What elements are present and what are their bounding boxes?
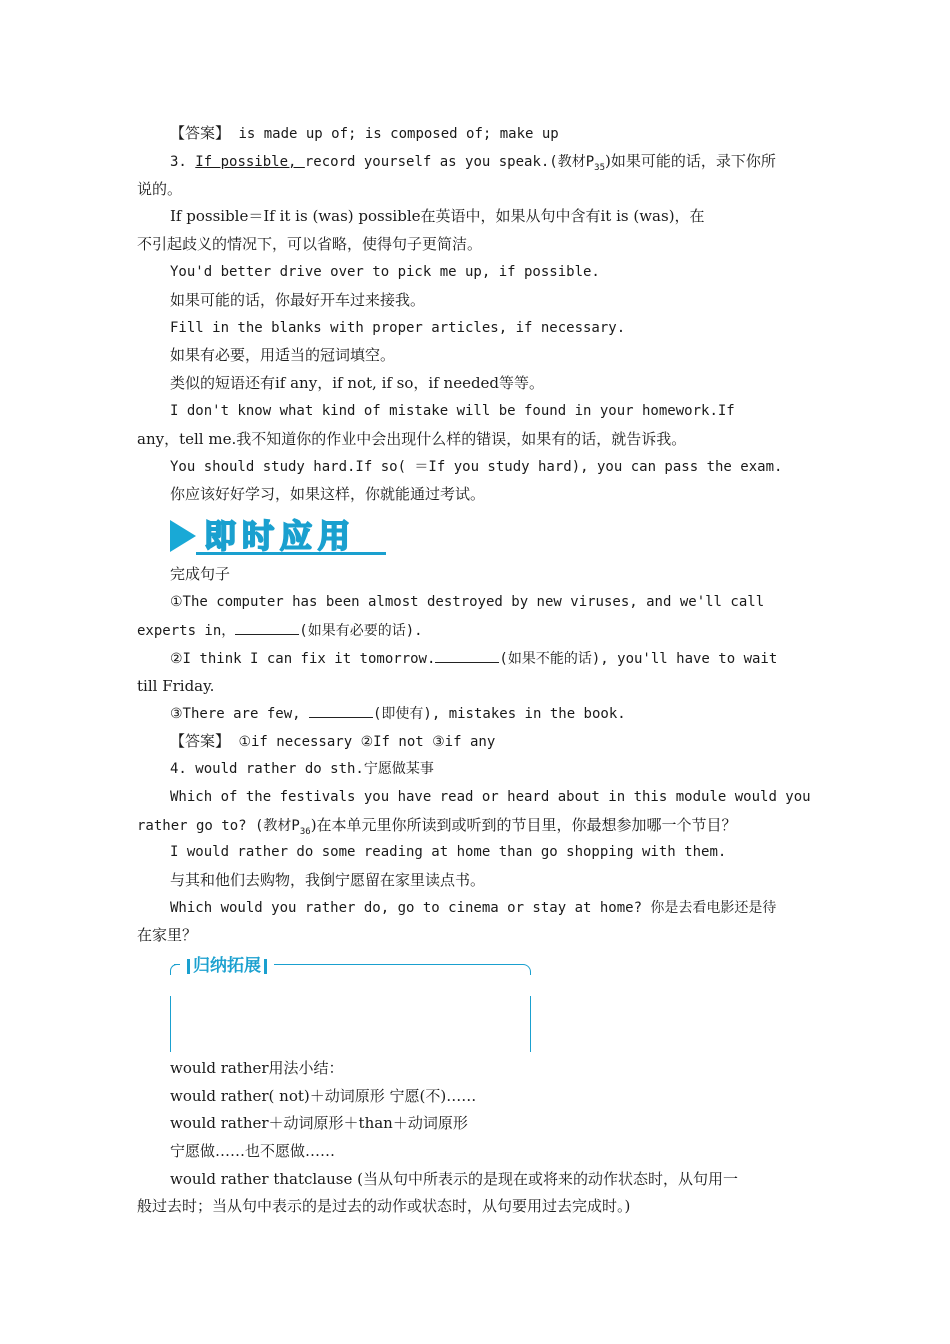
question-2-hint: (如果不能的话), you'll have to wait: [499, 651, 778, 667]
item-4-example-1-en: I would rather do some reading at home than go shopping with them.: [170, 844, 727, 860]
usage-rule-3-line-2: 般过去时；当从句中表示的是过去的动作或状态时，从句要用过去完成时。): [137, 1197, 631, 1215]
usage-rule-2-meaning: 宁愿做……也不愿做……: [170, 1142, 336, 1160]
item-4-question-line-1: Which of the festivals you have read or heard about in this module would you: [170, 789, 811, 805]
question-1-hint: (如果有必要的话).: [299, 623, 423, 639]
bar-icon: [187, 959, 190, 974]
summary-box: [170, 956, 532, 1052]
example-3-en: I don't know what kind of mistake will be found in your homework.If: [170, 403, 735, 419]
item-4-heading: 4. would rather do sth.宁愿做某事: [170, 761, 434, 777]
question-1-prefix: experts in，: [137, 623, 236, 639]
item-4-example-1-cn: 与其和他们去购物，我倒宁愿留在家里读点书。: [170, 871, 486, 889]
answer-blank-2[interactable]: [435, 648, 499, 663]
practice-banner: [170, 516, 386, 556]
question-2-line-1: [170, 648, 777, 669]
page-ref: 36: [299, 826, 311, 837]
question-1-line-1: ①The computer has been almost destroyed by new viruses, and we'll call: [170, 594, 765, 610]
box-right-border: [530, 996, 531, 1052]
item-4-example-2-line-1: Which would you rather do, go to cinema or stay at home? 你是去看电影还是待: [170, 900, 777, 916]
example-3-cont: any，tell me.我不知道你的作业中会出现什么样的错误，如果有的话，就告诉我。: [137, 430, 687, 448]
example-2-cn: 如果有必要，用适当的冠词填空。: [170, 346, 396, 364]
summary-title-text: 归纳拓展: [193, 956, 261, 976]
item-4-question-line-2: [137, 815, 737, 842]
example-4-en: You should study hard.If so( ＝If you study hard), you can pass the exam.: [170, 459, 783, 475]
item-phrase: If possible,: [195, 154, 305, 170]
usage-title: would rather用法小结：: [170, 1059, 344, 1077]
example-2-en: Fill in the blanks with proper articles, if necessary.: [170, 320, 626, 336]
explanation-line-1: If possible＝If it is (was) possible在英语中，如果从句中含有it is (was)，在: [170, 207, 705, 225]
answer-blank-1[interactable]: [235, 620, 299, 635]
play-arrow-icon: [170, 520, 196, 552]
answer-line-2: [170, 123, 559, 144]
banner-title: 即时应用: [204, 517, 357, 555]
usage-rule-3-line-1: would rather thatclause (当从句中所表示的是现在或将来的动作状态时，从句用一: [170, 1170, 738, 1188]
explanation-line-2: 不引起歧义的情况下，可以省略，使得句子更简洁。: [137, 235, 483, 253]
example-1-en: You'd better drive over to pick me up, if possible.: [170, 264, 600, 280]
item-4-example-2-line-2: 在家里？: [137, 926, 198, 944]
question-text: rather go to? (教材P: [137, 818, 300, 834]
item-translation: )如果可能的话，录下你所: [605, 152, 776, 170]
question-3: [170, 703, 626, 724]
answer-blank-3[interactable]: [309, 703, 373, 718]
summary-box-title: [180, 956, 274, 976]
example-4-cn: 你应该好好学习，如果这样，你就能通过考试。: [170, 485, 486, 503]
bar-icon: [264, 959, 267, 974]
exercise-answer: [170, 731, 495, 752]
question-3-hint: (即使有), mistakes in the book.: [372, 706, 626, 722]
example-1-cn: 如果可能的话，你最好开车过来接我。: [170, 291, 426, 309]
page-ref: 35: [594, 162, 606, 173]
answer-text: ①if necessary ②If not ③if any: [230, 734, 496, 750]
answer-tag: 【答案】: [170, 124, 231, 142]
similar-phrases: 类似的短语还有if any，if not, if so，if needed等等。: [170, 374, 545, 392]
answer-text: is made up of; is composed of; make up: [230, 126, 559, 142]
box-left-border: [170, 996, 171, 1052]
question-1-line-2: [137, 620, 423, 641]
item-3-heading: [170, 151, 776, 178]
exercise-title: 完成句子: [170, 565, 231, 583]
question-2-line-2: till Friday.: [137, 677, 215, 695]
question-translation: )在本单元里你所读到或听到的节目里，你最想参加哪一个节目？: [310, 816, 737, 834]
question-3-prefix: ③There are few,: [170, 706, 309, 722]
item-translation-cont: 说的。: [137, 180, 183, 198]
item-number: 3.: [170, 154, 196, 170]
usage-rule-2: would rather＋动词原形＋than＋动词原形: [170, 1114, 468, 1132]
question-2-prefix: ②I think I can fix it tomorrow.: [170, 651, 436, 667]
answer-tag: 【答案】: [170, 732, 231, 750]
usage-rule-1: would rather( not)＋动词原形 宁愿(不)……: [170, 1087, 477, 1105]
item-sentence: record yourself as you speak.(教材P: [304, 154, 595, 170]
